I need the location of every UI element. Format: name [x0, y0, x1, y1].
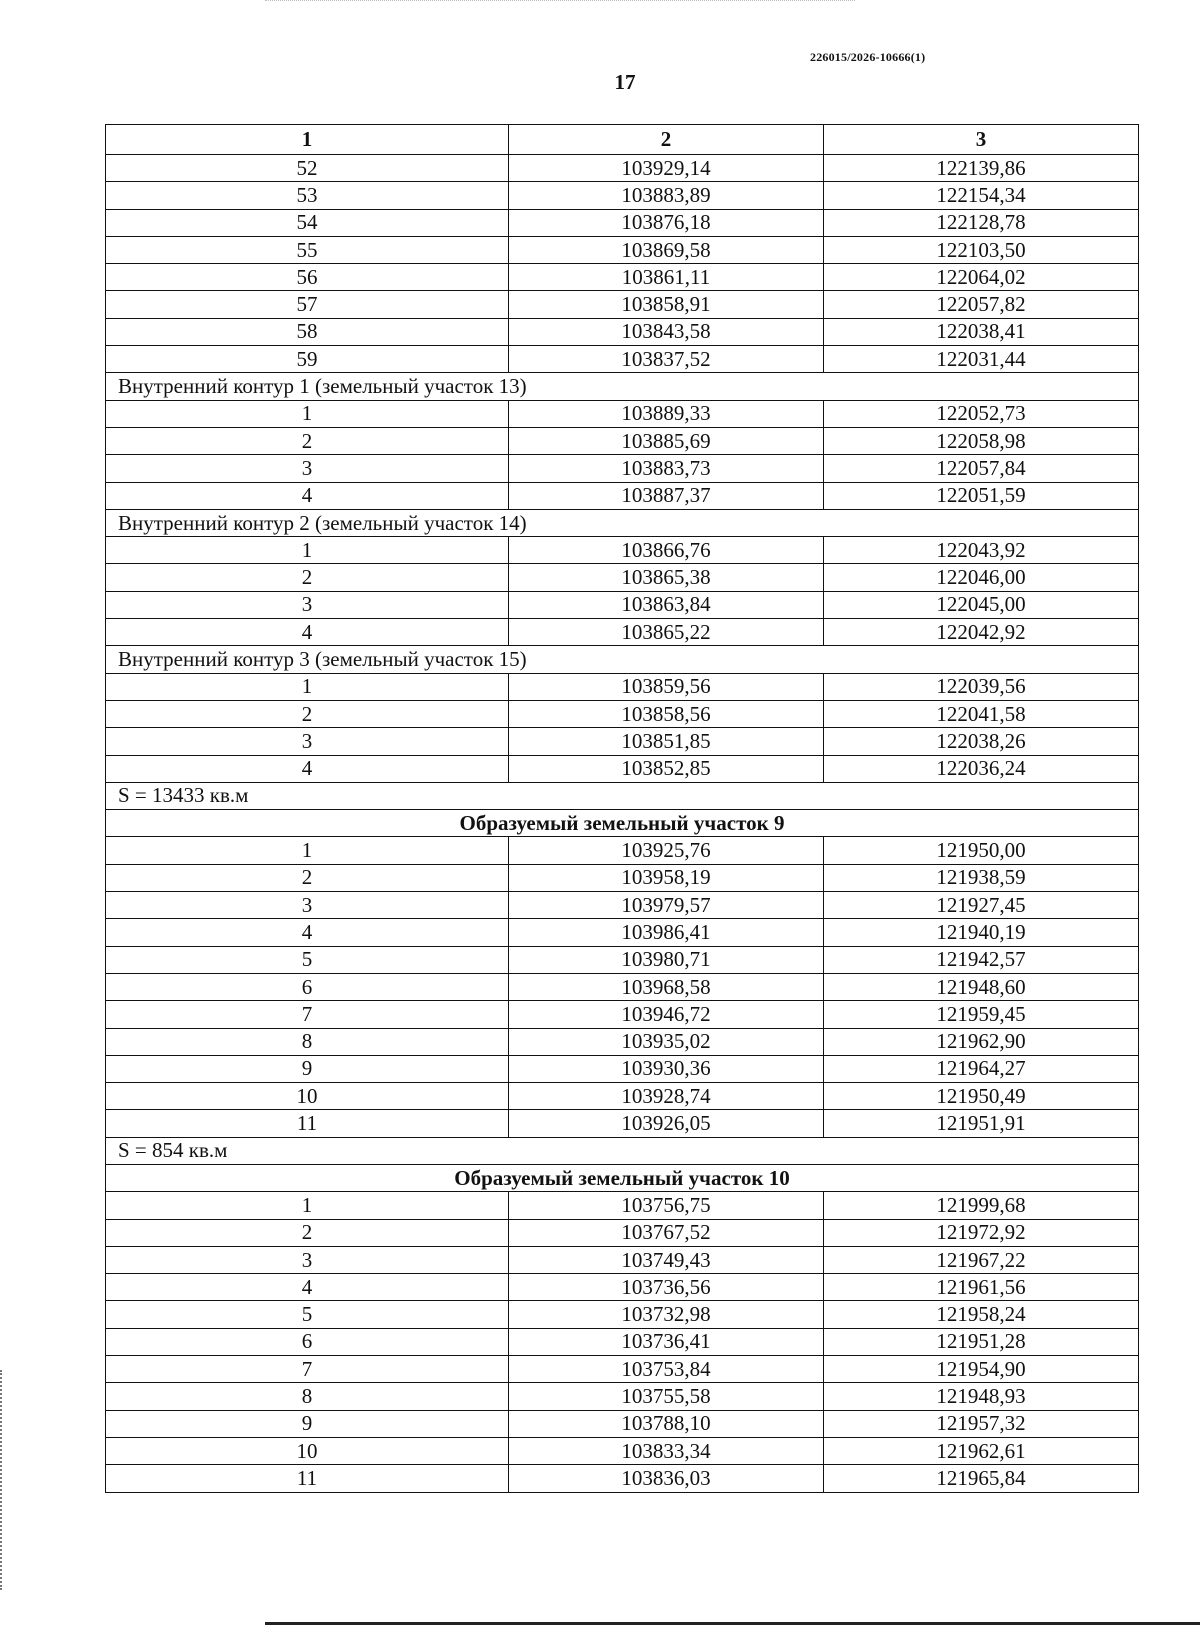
point-number-cell: 2 — [106, 700, 509, 727]
table-row — [106, 291, 1139, 318]
coord-y-cell: 121972,92 — [824, 1219, 1139, 1246]
point-number-cell: 53 — [106, 182, 509, 209]
coord-x-cell: 103865,22 — [509, 619, 824, 646]
point-number-cell: 3 — [106, 728, 509, 755]
table-row — [106, 973, 1139, 1000]
table-row — [106, 673, 1139, 700]
coord-x-cell: 103851,85 — [509, 728, 824, 755]
point-number-cell: 3 — [106, 455, 509, 482]
table-row — [106, 1465, 1139, 1492]
coord-x-cell: 103836,03 — [509, 1465, 824, 1492]
coord-x-cell: 103980,71 — [509, 946, 824, 973]
point-number-cell: 10 — [106, 1083, 509, 1110]
point-number-cell: 6 — [106, 1328, 509, 1355]
coord-y-cell: 121927,45 — [824, 892, 1139, 919]
coord-x-cell: 103756,75 — [509, 1192, 824, 1219]
coord-x-cell: 103935,02 — [509, 1028, 824, 1055]
coord-x-cell: 103930,36 — [509, 1055, 824, 1082]
coord-x-cell: 103732,98 — [509, 1301, 824, 1328]
point-number-cell: 1 — [106, 1192, 509, 1219]
table-row — [106, 537, 1139, 564]
coord-y-cell: 122038,41 — [824, 318, 1139, 345]
coord-y-cell: 121999,68 — [824, 1192, 1139, 1219]
table-row — [106, 919, 1139, 946]
point-number-cell: 58 — [106, 318, 509, 345]
area-row — [106, 1137, 1139, 1164]
table-row — [106, 236, 1139, 263]
point-number-cell: 9 — [106, 1055, 509, 1082]
table-row — [106, 209, 1139, 236]
point-number-cell: 1 — [106, 400, 509, 427]
coord-x-cell: 103833,34 — [509, 1437, 824, 1464]
point-number-cell: 4 — [106, 482, 509, 509]
table-row — [106, 400, 1139, 427]
table-row — [106, 1410, 1139, 1437]
coord-y-cell: 122031,44 — [824, 346, 1139, 373]
coord-x-cell: 103866,76 — [509, 537, 824, 564]
coord-y-cell: 121957,32 — [824, 1410, 1139, 1437]
coord-y-cell: 121959,45 — [824, 1001, 1139, 1028]
table-row — [106, 591, 1139, 618]
point-number-cell: 4 — [106, 755, 509, 782]
point-number-cell: 6 — [106, 973, 509, 1000]
point-number-cell: 55 — [106, 236, 509, 263]
table-row — [106, 264, 1139, 291]
table-header-row — [106, 125, 1139, 155]
table-row — [106, 455, 1139, 482]
coord-x-cell: 103926,05 — [509, 1110, 824, 1137]
table-row — [106, 1028, 1139, 1055]
coord-x-cell: 103925,76 — [509, 837, 824, 864]
coordinates-table — [105, 124, 1139, 1493]
coord-y-cell: 121964,27 — [824, 1055, 1139, 1082]
table-row — [106, 755, 1139, 782]
document-id: 226015/2026-10666(1) — [810, 50, 926, 64]
coord-y-cell: 121951,91 — [824, 1110, 1139, 1137]
table-row — [106, 1356, 1139, 1383]
point-number-cell: 8 — [106, 1383, 509, 1410]
table-row — [106, 1328, 1139, 1355]
coord-y-cell: 121942,57 — [824, 946, 1139, 973]
coord-y-cell: 122103,50 — [824, 236, 1139, 263]
coord-x-cell: 103843,58 — [509, 318, 824, 345]
coord-x-cell: 103946,72 — [509, 1001, 824, 1028]
point-number-cell: 3 — [106, 1246, 509, 1273]
point-number-cell: 59 — [106, 346, 509, 373]
table-row — [106, 1110, 1139, 1137]
point-number-cell: 9 — [106, 1410, 509, 1437]
table-row — [106, 1219, 1139, 1246]
coord-y-cell: 122045,00 — [824, 591, 1139, 618]
point-number-cell: 56 — [106, 264, 509, 291]
point-number-cell: 3 — [106, 892, 509, 919]
coord-x-cell: 103958,19 — [509, 864, 824, 891]
coord-x-cell: 103858,56 — [509, 700, 824, 727]
contour-heading-row — [106, 509, 1139, 536]
table-row — [106, 155, 1139, 182]
point-number-cell: 2 — [106, 864, 509, 891]
table-row — [106, 1301, 1139, 1328]
table-row — [106, 837, 1139, 864]
column-header-1: 1 — [106, 125, 509, 155]
table-row — [106, 1274, 1139, 1301]
coord-y-cell: 121948,60 — [824, 973, 1139, 1000]
coord-x-cell: 103858,91 — [509, 291, 824, 318]
table-row — [106, 1383, 1139, 1410]
table-row — [106, 1246, 1139, 1273]
contour-heading-row — [106, 646, 1139, 673]
coord-y-cell: 122043,92 — [824, 537, 1139, 564]
coord-y-cell: 121954,90 — [824, 1356, 1139, 1383]
coord-x-cell: 103753,84 — [509, 1356, 824, 1383]
table-row — [106, 864, 1139, 891]
point-number-cell: 5 — [106, 1301, 509, 1328]
plot-heading-row — [106, 810, 1139, 837]
coord-y-cell: 121958,24 — [824, 1301, 1139, 1328]
coord-y-cell: 121950,00 — [824, 837, 1139, 864]
coord-y-cell: 121961,56 — [824, 1274, 1139, 1301]
coord-y-cell: 121940,19 — [824, 919, 1139, 946]
point-number-cell: 52 — [106, 155, 509, 182]
table-row — [106, 1083, 1139, 1110]
point-number-cell: 4 — [106, 619, 509, 646]
coord-y-cell: 122064,02 — [824, 264, 1139, 291]
coord-x-cell: 103929,14 — [509, 155, 824, 182]
coord-x-cell: 103887,37 — [509, 482, 824, 509]
table-row — [106, 892, 1139, 919]
coord-y-cell: 122041,58 — [824, 700, 1139, 727]
area-row — [106, 782, 1139, 809]
coord-y-cell: 121951,28 — [824, 1328, 1139, 1355]
table-row — [106, 1055, 1139, 1082]
table-row — [106, 700, 1139, 727]
plot-heading: Образуемый земельный участок 10 — [106, 1164, 1139, 1191]
coord-y-cell: 122058,98 — [824, 427, 1139, 454]
point-number-cell: 4 — [106, 1274, 509, 1301]
point-number-cell: 2 — [106, 1219, 509, 1246]
table-row — [106, 619, 1139, 646]
coord-x-cell: 103736,56 — [509, 1274, 824, 1301]
coord-y-cell: 122036,24 — [824, 755, 1139, 782]
point-number-cell: 11 — [106, 1465, 509, 1492]
table-row — [106, 482, 1139, 509]
point-number-cell: 1 — [106, 537, 509, 564]
scan-artifact-bottom-line — [265, 1622, 1200, 1625]
coord-x-cell: 103859,56 — [509, 673, 824, 700]
point-number-cell: 7 — [106, 1001, 509, 1028]
table-row — [106, 946, 1139, 973]
coord-x-cell: 103883,73 — [509, 455, 824, 482]
table-row — [106, 427, 1139, 454]
point-number-cell: 2 — [106, 564, 509, 591]
coord-x-cell: 103749,43 — [509, 1246, 824, 1273]
contour-heading: Внутренний контур 3 (земельный участок 15) — [106, 646, 1139, 673]
coord-x-cell: 103869,58 — [509, 236, 824, 263]
area-value: S = 854 кв.м — [106, 1137, 1139, 1164]
table-row — [106, 346, 1139, 373]
coord-y-cell: 122038,26 — [824, 728, 1139, 755]
contour-heading: Внутренний контур 2 (земельный участок 14) — [106, 509, 1139, 536]
table-row — [106, 1001, 1139, 1028]
coord-y-cell: 122039,56 — [824, 673, 1139, 700]
coord-x-cell: 103979,57 — [509, 892, 824, 919]
coord-y-cell: 121962,90 — [824, 1028, 1139, 1055]
coord-x-cell: 103736,41 — [509, 1328, 824, 1355]
contour-heading-row — [106, 373, 1139, 400]
point-number-cell: 10 — [106, 1437, 509, 1464]
table-row — [106, 182, 1139, 209]
coord-x-cell: 103928,74 — [509, 1083, 824, 1110]
coord-y-cell: 122052,73 — [824, 400, 1139, 427]
coord-x-cell: 103889,33 — [509, 400, 824, 427]
point-number-cell: 1 — [106, 837, 509, 864]
coord-x-cell: 103968,58 — [509, 973, 824, 1000]
column-header-3: 3 — [824, 125, 1139, 155]
point-number-cell: 2 — [106, 427, 509, 454]
page-number: 17 — [614, 70, 636, 94]
point-number-cell: 1 — [106, 673, 509, 700]
point-number-cell: 4 — [106, 919, 509, 946]
point-number-cell: 57 — [106, 291, 509, 318]
coord-x-cell: 103755,58 — [509, 1383, 824, 1410]
coord-y-cell: 122051,59 — [824, 482, 1139, 509]
coord-y-cell: 121948,93 — [824, 1383, 1139, 1410]
plot-heading: Образуемый земельный участок 9 — [106, 810, 1139, 837]
coord-y-cell: 121950,49 — [824, 1083, 1139, 1110]
table-row — [106, 318, 1139, 345]
point-number-cell: 3 — [106, 591, 509, 618]
scan-artifact-top — [265, 0, 855, 4]
contour-heading: Внутренний контур 1 (земельный участок 13) — [106, 373, 1139, 400]
coord-x-cell: 103861,11 — [509, 264, 824, 291]
coord-y-cell: 121938,59 — [824, 864, 1139, 891]
coord-x-cell: 103865,38 — [509, 564, 824, 591]
coord-x-cell: 103885,69 — [509, 427, 824, 454]
coord-y-cell: 122046,00 — [824, 564, 1139, 591]
coord-x-cell: 103837,52 — [509, 346, 824, 373]
column-header-2: 2 — [509, 125, 824, 155]
table-row — [106, 1192, 1139, 1219]
coord-x-cell: 103883,89 — [509, 182, 824, 209]
table-row — [106, 1437, 1139, 1464]
point-number-cell: 11 — [106, 1110, 509, 1137]
coord-y-cell: 122139,86 — [824, 155, 1139, 182]
scan-artifact-left-edge — [0, 1370, 5, 1590]
table-body — [106, 155, 1139, 1493]
coord-y-cell: 121967,22 — [824, 1246, 1139, 1273]
coord-x-cell: 103767,52 — [509, 1219, 824, 1246]
coord-x-cell: 103876,18 — [509, 209, 824, 236]
coord-x-cell: 103788,10 — [509, 1410, 824, 1437]
point-number-cell: 8 — [106, 1028, 509, 1055]
coord-x-cell: 103863,84 — [509, 591, 824, 618]
plot-heading-row — [106, 1164, 1139, 1191]
coord-y-cell: 121965,84 — [824, 1465, 1139, 1492]
coord-y-cell: 122057,84 — [824, 455, 1139, 482]
coord-y-cell: 122154,34 — [824, 182, 1139, 209]
point-number-cell: 7 — [106, 1356, 509, 1383]
coord-y-cell: 121962,61 — [824, 1437, 1139, 1464]
area-value: S = 13433 кв.м — [106, 782, 1139, 809]
point-number-cell: 54 — [106, 209, 509, 236]
coord-x-cell: 103986,41 — [509, 919, 824, 946]
point-number-cell: 5 — [106, 946, 509, 973]
coord-y-cell: 122042,92 — [824, 619, 1139, 646]
table-row — [106, 728, 1139, 755]
coord-x-cell: 103852,85 — [509, 755, 824, 782]
coord-y-cell: 122057,82 — [824, 291, 1139, 318]
table-row — [106, 564, 1139, 591]
coord-y-cell: 122128,78 — [824, 209, 1139, 236]
